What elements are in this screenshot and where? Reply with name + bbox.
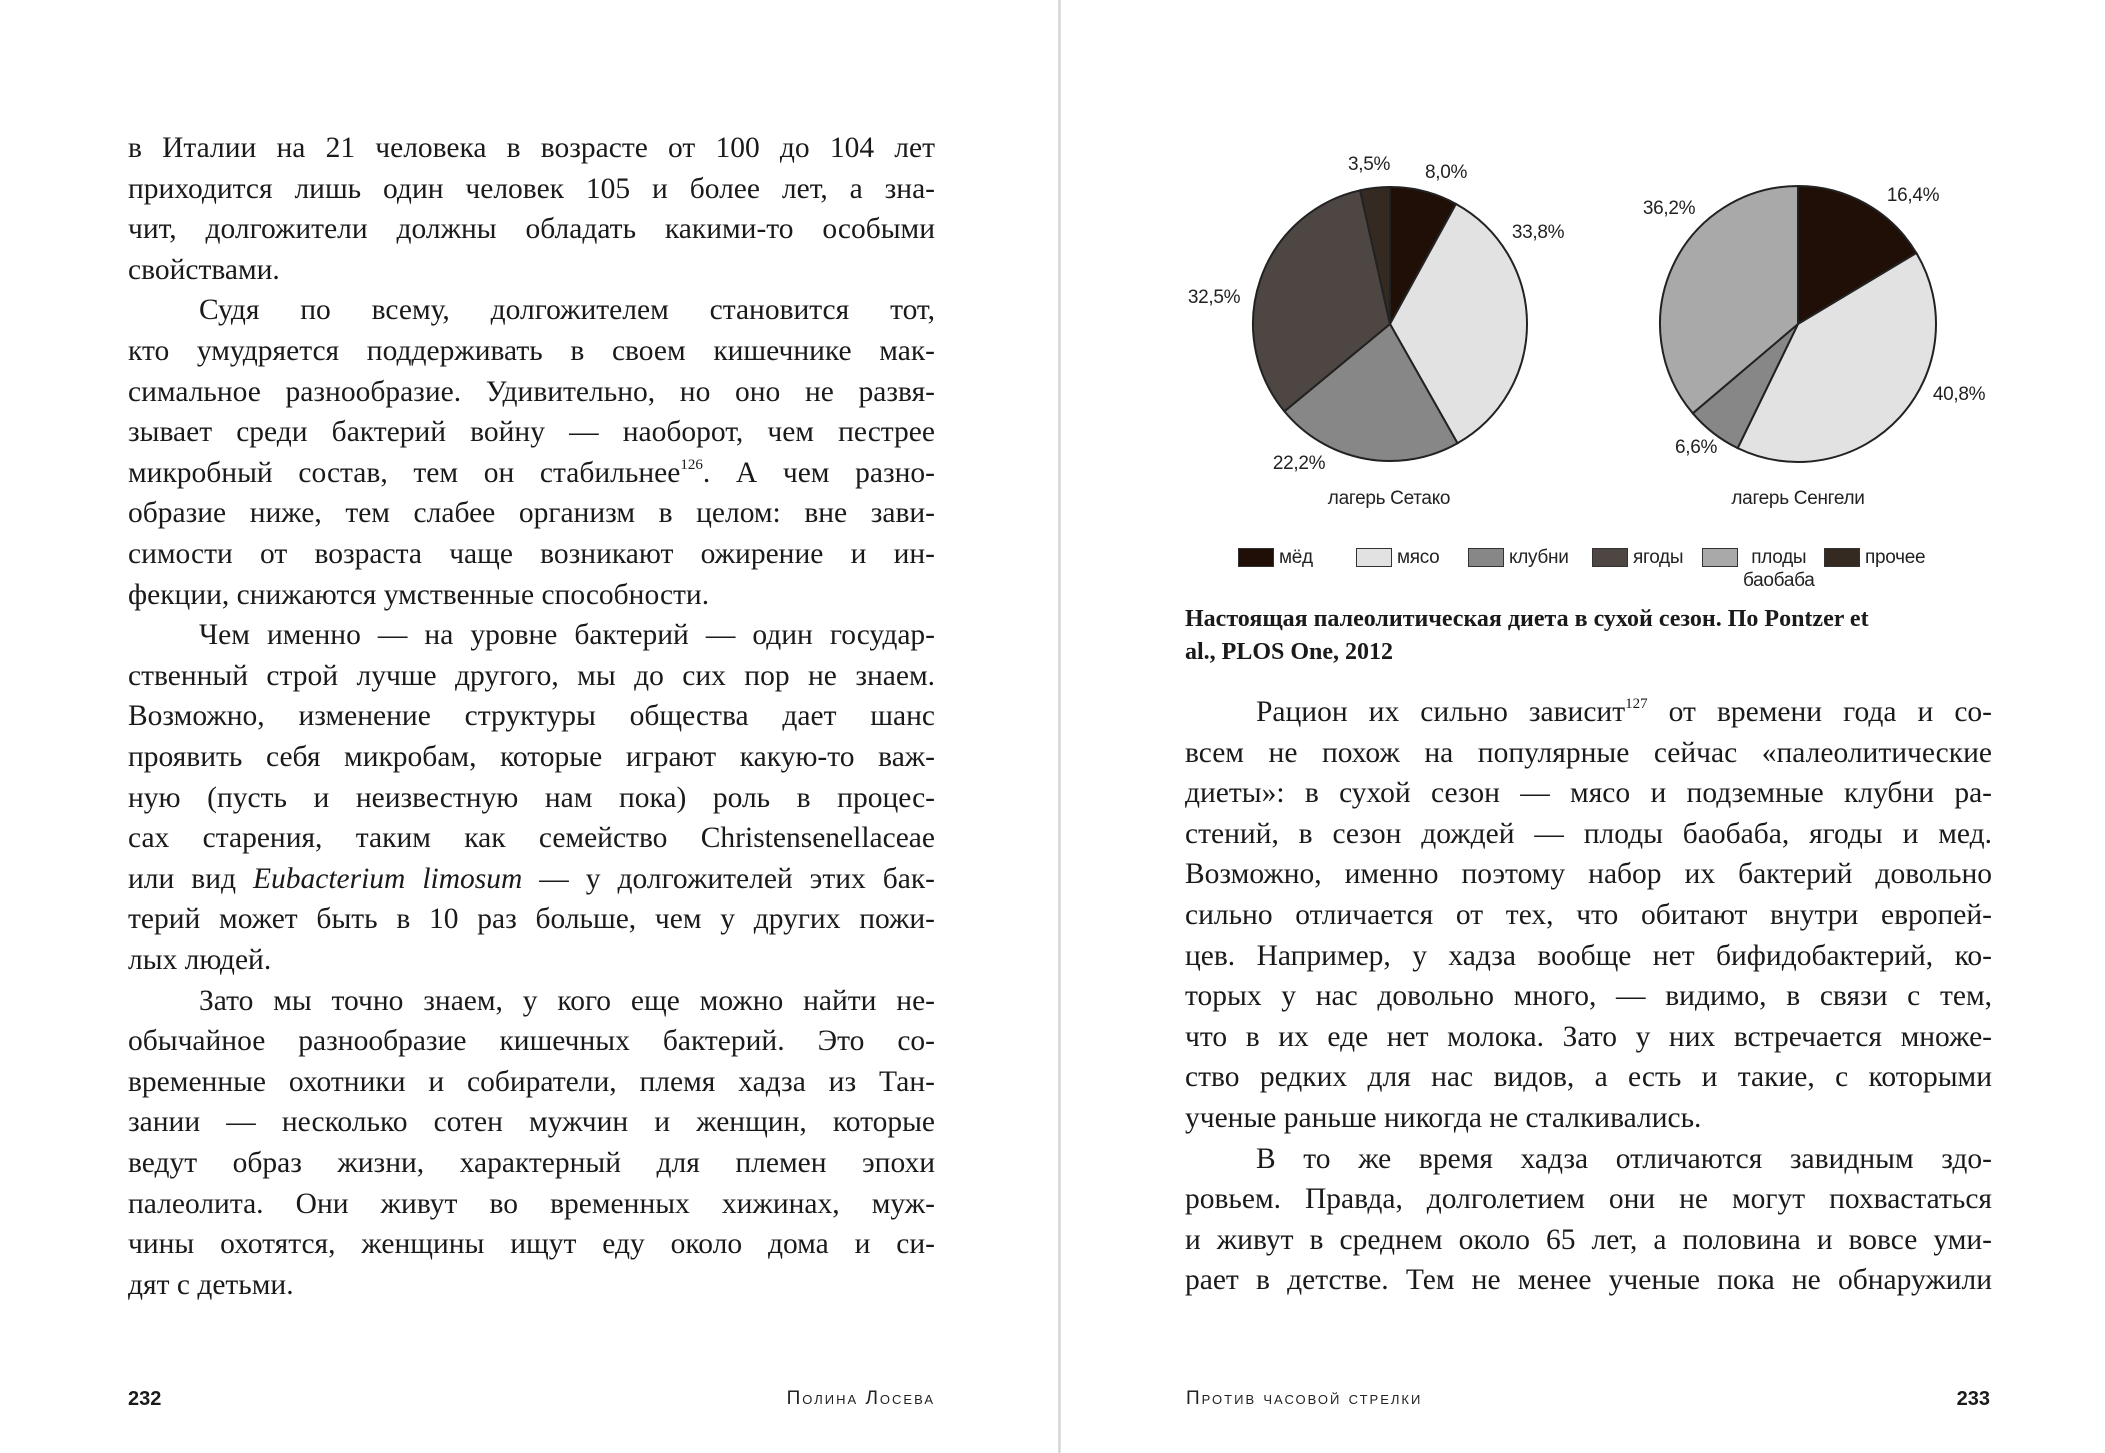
legend-label: прочее — [1865, 547, 1926, 568]
text-run: фекции, снижаются умственные способности. — [128, 578, 710, 611]
text-run: ство редких для нас видов, а есть и такие, с которыми — [1185, 1061, 1992, 1094]
legend-item — [1824, 546, 1925, 569]
legend-swatch — [1824, 548, 1860, 567]
text-line — [128, 1224, 935, 1265]
text-run: зании — несколько сотен мужчин и женщин, которые — [128, 1106, 935, 1139]
legend-item — [1702, 546, 1815, 592]
legend-label: ягоды — [1633, 547, 1684, 568]
pie-data-label: 22,2% — [1272, 453, 1326, 474]
pie-data-label: 8,0% — [1424, 162, 1468, 183]
legend-label: клубни — [1509, 547, 1569, 568]
text-line — [128, 859, 935, 900]
text-run: рает в детстве. Тем не менее ученые пока не обнаружили — [1185, 1264, 1992, 1297]
text-line — [1185, 1098, 1992, 1139]
text-line — [1185, 854, 1992, 895]
text-run: Рацион их сильно зависит — [1256, 696, 1626, 728]
text-run: палеолита. Они живут во временных хижинах, муж- — [128, 1187, 935, 1220]
text-line — [128, 1265, 935, 1306]
text-line — [128, 981, 935, 1022]
legend-item — [1356, 546, 1439, 569]
text-line — [128, 940, 935, 981]
text-run: проявить себя микробам, которые играют какую-то важ- — [128, 741, 935, 773]
pie-data-label: 3,5% — [1347, 154, 1391, 175]
legend-item — [1238, 546, 1313, 569]
text-line — [128, 1021, 935, 1062]
text-run: дят с детьми. — [128, 1268, 294, 1301]
legend-label: плоды баобаба — [1743, 547, 1815, 591]
diet-pie-charts — [0, 0, 2105, 700]
figure-caption-line-1: Настоящая палеолитическая диета в сухой сезон. По Pontzer et — [1185, 606, 1869, 632]
text-run: торых у нас довольно много, — видимо, в связи с тем, — [1185, 980, 1992, 1013]
right-running-head-title: Против часовой стрелки — [1186, 1388, 1423, 1409]
legend-label: мёд — [1279, 547, 1313, 568]
legend-swatch — [1356, 548, 1392, 567]
text-run: диеты»: в сухой сезон — мясо и подземные клубни ра- — [1185, 777, 1992, 810]
pie-data-label: 6,6% — [1674, 437, 1718, 458]
text-run: образие ниже, тем слабее организм в целом: вне зави- — [128, 497, 935, 530]
right-page-number: 233 — [1956, 1388, 1990, 1410]
text-run: чит, долгожители должны обладать какими-то особыми — [128, 213, 935, 246]
text-run: ную (пусть и неизвестную нам пока) роль в процес- — [128, 781, 935, 814]
footnote-reference: 127 — [1625, 696, 1648, 712]
text-line — [1185, 1139, 1992, 1180]
text-line — [128, 818, 935, 859]
text-run: зывает среди бактерий войну — наоборот, чем пестрее — [128, 416, 935, 449]
footnote-reference: 126 — [680, 456, 703, 473]
text-run: — у долгожителей этих бак- — [522, 862, 935, 895]
text-run: или вид — [128, 862, 253, 895]
pie-data-label: 40,8% — [1932, 384, 1986, 405]
text-run: чины охотятся, женщины ищут еду около дома и си- — [128, 1228, 935, 1261]
legend-swatch — [1592, 548, 1628, 567]
text-run: обычайное разнообразие кишечных бактерий. Это со- — [128, 1025, 935, 1058]
text-run: В то же время хадза отличаются завидным здо- — [1256, 1142, 1992, 1175]
text-line — [128, 1184, 935, 1225]
text-run: в Италии на 21 человека в возрасте от 100 до 104 лет — [128, 132, 935, 164]
text-line — [1185, 895, 1992, 936]
left-running-head-author: Полина Лосева — [786, 1388, 935, 1409]
text-line — [1185, 773, 1992, 814]
text-line — [128, 737, 935, 778]
left-page-number: 232 — [128, 1388, 162, 1410]
text-run: Возможно, изменение структуры общества дает шанс — [128, 700, 935, 733]
text-run: ученые раньше никогда не сталкивались. — [1185, 1102, 1702, 1134]
text-line — [1185, 976, 1992, 1017]
legend-item — [1468, 546, 1569, 569]
text-run: Зато мы точно знаем, у кого еще можно найти не- — [199, 984, 935, 1017]
text-run: терий может быть в 10 раз больше, чем у других пожи- — [128, 903, 935, 936]
legend-item — [1592, 546, 1683, 569]
pie-data-label: 16,4% — [1886, 185, 1940, 206]
pie-data-label: 33,8% — [1511, 222, 1565, 243]
text-run: Чем именно — на уровне бактерий — один государ- — [199, 619, 935, 652]
text-run: Возможно, именно поэтому набор их бактерий довольно — [1185, 858, 1992, 891]
text-line — [1185, 733, 1992, 774]
text-run: и живут в среднем около 65 лет, а половина и вовсе уми- — [1185, 1223, 1992, 1256]
pie-data-label: 32,5% — [1187, 287, 1241, 308]
text-line — [1185, 814, 1992, 855]
figure-caption-line-2: al., PLOS One, 2012 — [1185, 639, 1394, 665]
text-run: симальное разнообразие. Удивительно, но оно не развя- — [128, 375, 935, 408]
text-run: цев. Например, у хадза вообще нет бифидобактерий, ко- — [1185, 939, 1992, 972]
pie-charts-svg — [0, 0, 2105, 700]
text-run: сильно отличается от тех, что обитают внутри европей- — [1185, 899, 1992, 931]
text-run: от времени года и со- — [1647, 696, 1992, 728]
pie-title: лагерь Сенгели — [1731, 488, 1865, 509]
legend-swatch — [1702, 548, 1738, 567]
pie-data-label: 36,2% — [1642, 198, 1696, 219]
text-line — [128, 778, 935, 819]
italic-species-name: Eubacterium limosum — [252, 862, 523, 895]
text-run: ведут образ жизни, характерный для племен эпохи — [128, 1147, 935, 1179]
text-line — [128, 1062, 935, 1103]
text-run: всем не похож на популярные сейчас «палеолитические — [1185, 736, 1992, 769]
text-line — [1185, 1220, 1992, 1261]
text-line — [1185, 1057, 1992, 1098]
legend-label: мясо — [1397, 547, 1440, 568]
text-run: сах старения, таким как семейство Christensenellaceae — [128, 822, 935, 855]
text-line — [128, 899, 935, 940]
text-line — [1185, 1017, 1992, 1058]
text-run: Судя по всему, долгожителем становится тот, — [199, 294, 935, 327]
text-run: что в их еде нет молока. Зато у них встречается множе- — [1185, 1020, 1992, 1053]
text-line — [128, 696, 935, 737]
legend-swatch — [1468, 548, 1504, 567]
text-line — [1185, 1179, 1992, 1220]
text-run: кто умудряется поддерживать в своем кишечнике мак- — [128, 335, 935, 367]
text-run: . А чем разно- — [702, 456, 935, 489]
text-run: временные охотники и собиратели, племя хадза из Тан- — [128, 1065, 935, 1098]
text-run: микробный состав, тем он стабильнее — [128, 456, 681, 489]
text-line — [128, 1143, 935, 1184]
text-line — [128, 1102, 935, 1143]
pie-title: лагерь Сетако — [1327, 488, 1451, 509]
legend-swatch — [1238, 548, 1274, 567]
text-run: стений, в сезон дождей — плоды баобаба, ягоды и мед. — [1185, 817, 1992, 850]
text-run: свойствами. — [128, 253, 280, 286]
text-run: лых людей. — [128, 944, 272, 976]
text-run: ственный строй лучше другого, мы до сих пор не знаем. — [128, 659, 935, 692]
text-line — [1185, 1260, 1992, 1301]
text-run: приходится лишь один человек 105 и более лет, а зна- — [128, 172, 935, 205]
text-run: ровьем. Правда, долголетием они не могут похвастаться — [1185, 1183, 1992, 1216]
text-run: симости от возраста чаще возникают ожирение и ин- — [128, 538, 935, 570]
text-line — [1185, 936, 1992, 977]
